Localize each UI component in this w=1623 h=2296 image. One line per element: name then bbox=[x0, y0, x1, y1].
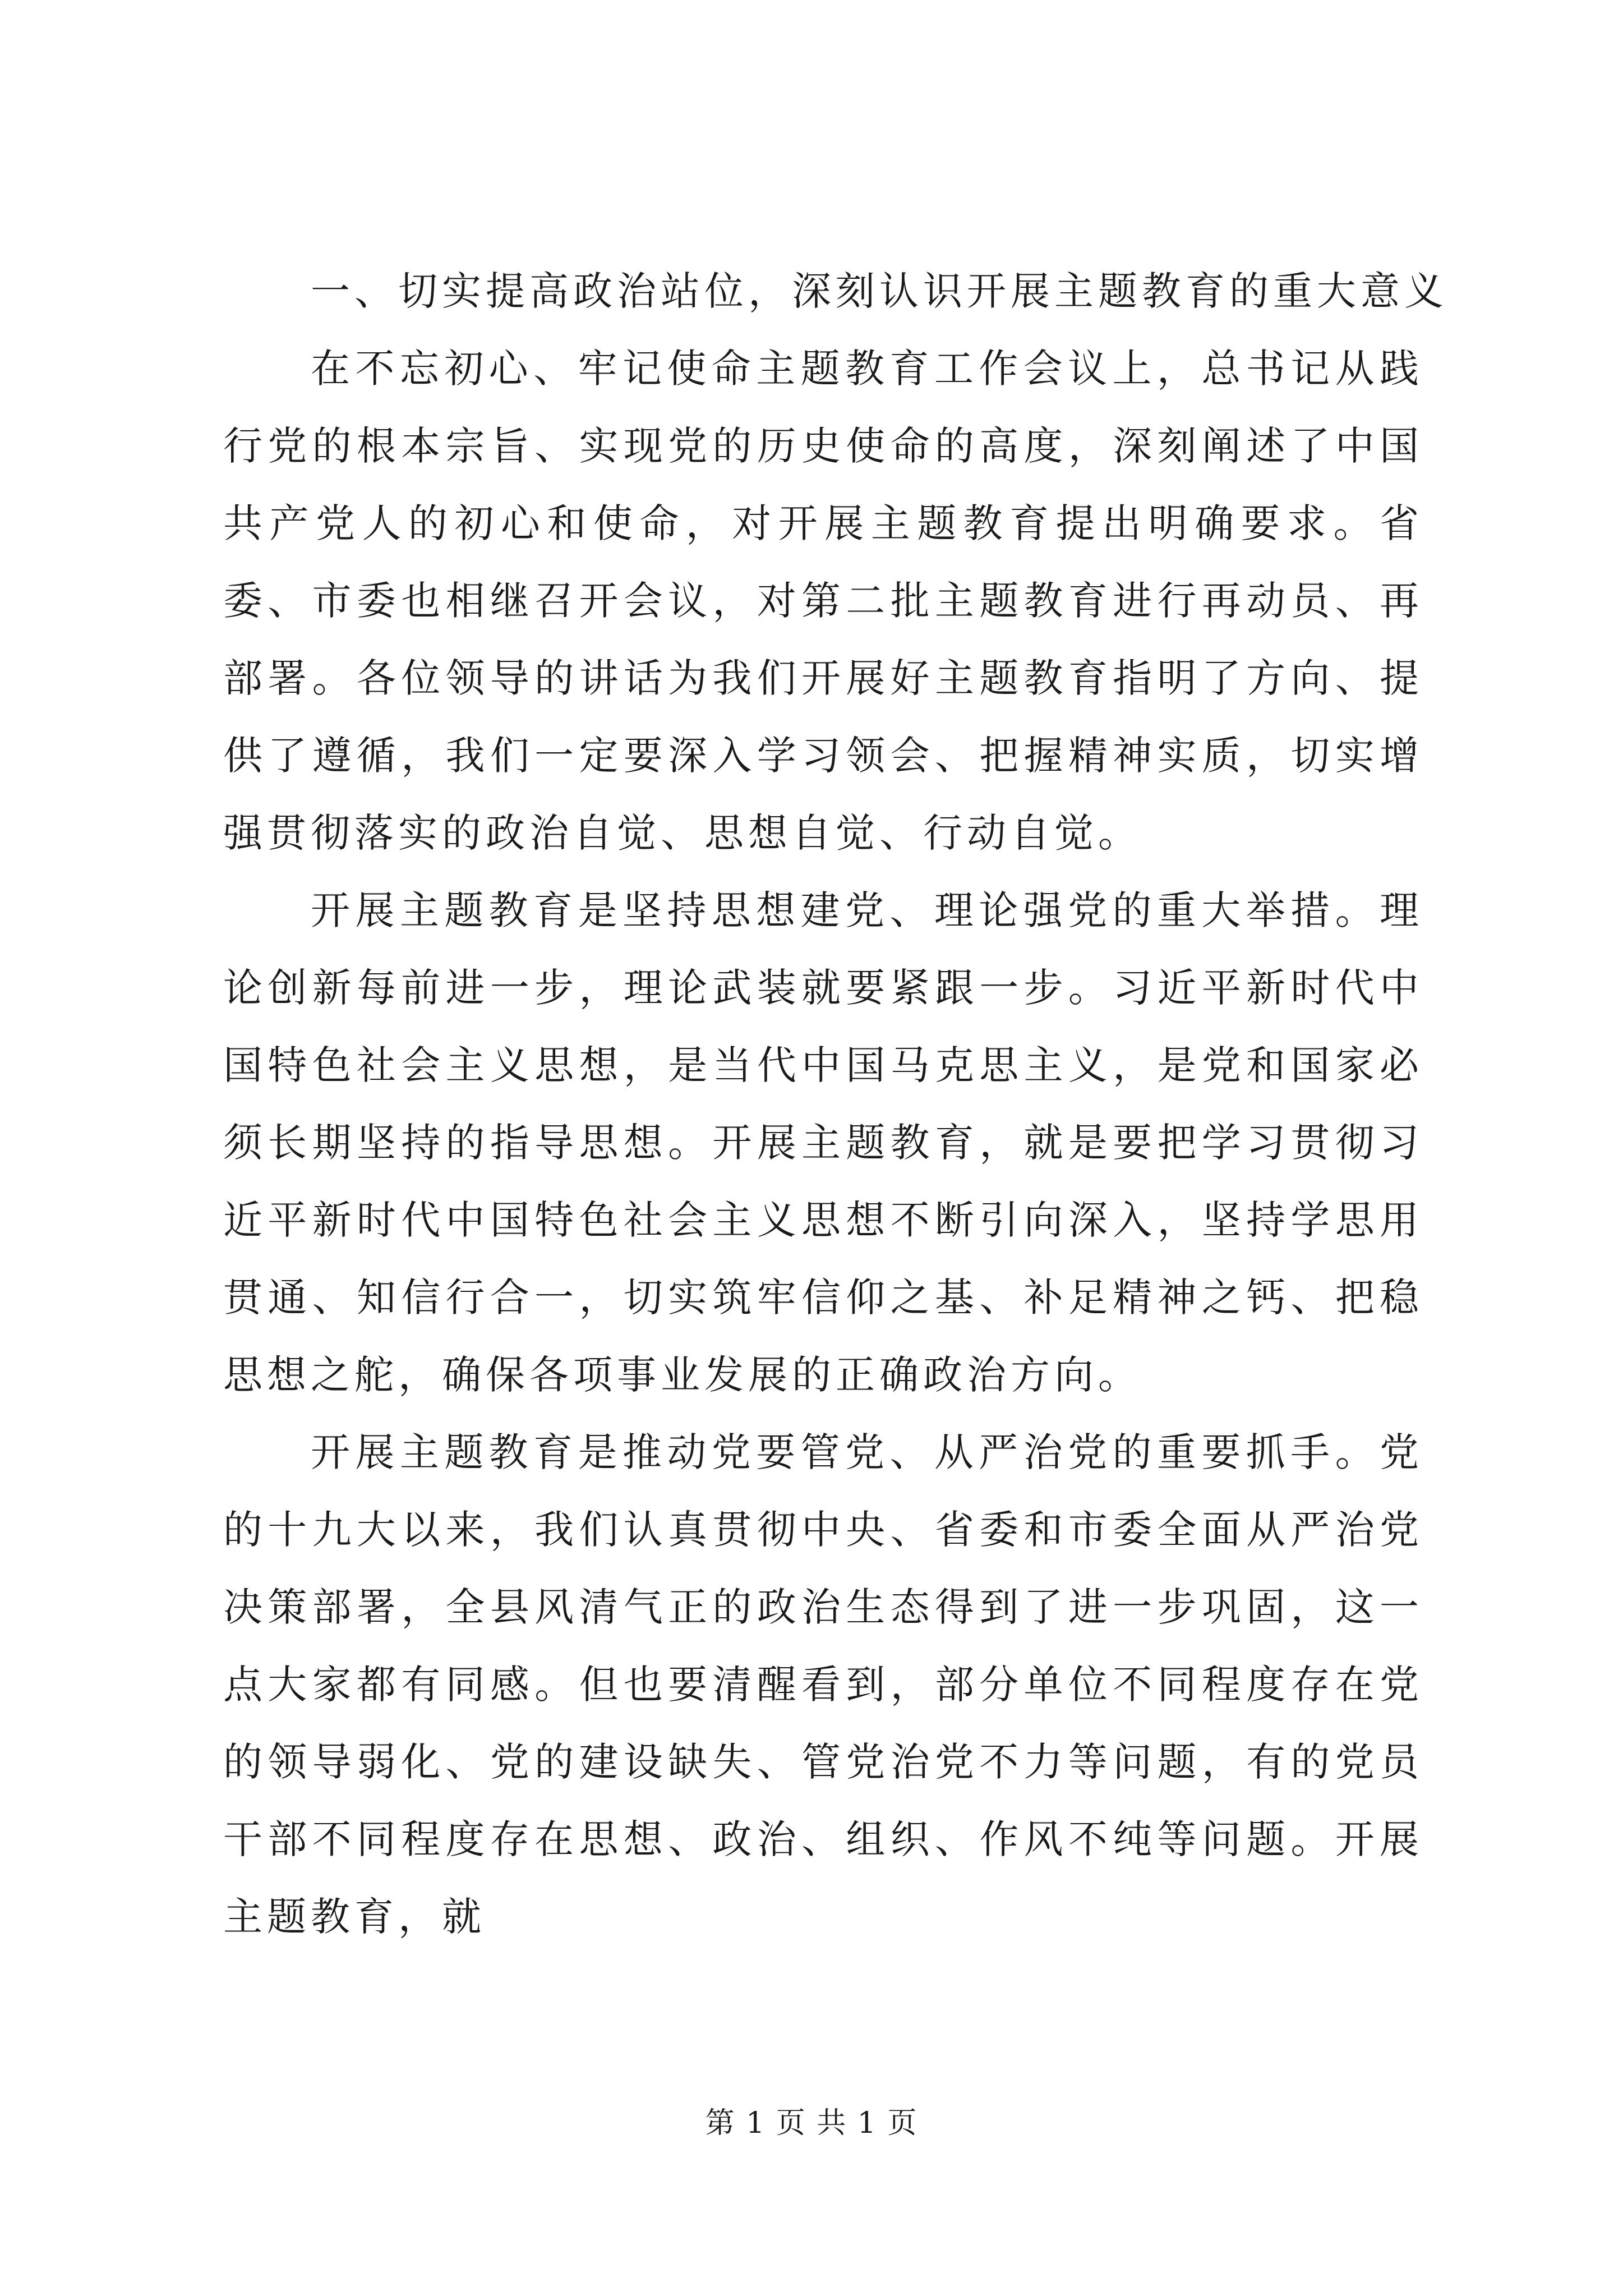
paragraph-2: 开展主题教育是坚持思想建党、理论强党的重大举措。理论创新每前进一步，理论武装就要紧跟一步。习近平新时代中国特色社会主义思想，是当代中国马克思主义，是党和国家必须长期坚持的指导思想。开展主题教育，就是要把学习贯彻习近平新时代中国特色社会主义思想不断引向深入，坚持学思用贯通、知信行合一，切实筑牢信仰之基、补足精神之钙、把稳思想之舵，确保各项事业发展的正确政治方向。 bbox=[223, 887, 1423, 1398]
paragraph-3: 开展主题教育是推动党要管党、从严治党的重要抓手。党的十九大以来，我们认真贯彻中央、省委和市委全面从严治党决策部署，全县风清气正的政治生态得到了进一步巩固，这一点大家都有同感。但也要清醒看到，部分单位不同程度存在党的领导弱化、党的建设缺失、管党治党不力等问题，有的党员干部不同程度存在思想、政治、组织、作风不纯等问题。开展主题教育，就 bbox=[223, 1429, 1423, 1940]
section-heading: 一、切实提高政治站位，深刻认识开展主题教育的重大意义 bbox=[311, 268, 1448, 314]
paragraph-1: 在不忘初心、牢记使命主题教育工作会议上，总书记从践行党的根本宗旨、实现党的历史使命的高度，深刻阐述了中国共产党人的初心和使命，对开展主题教育提出明确要求。省委、市委也相继召开会议，对第二批主题教育进行再动员、再部署。各位领导的讲话为我们开展好主题教育指明了方向、提供了遵循，我们一定要深入学习领会、把握精神实质，切实增强贯彻落实的政治自觉、思想自觉、行动自觉。 bbox=[223, 346, 1423, 856]
page-footer: 第 1 页 共 1 页 bbox=[705, 2106, 918, 2140]
document-body bbox=[223, 252, 1448, 1955]
